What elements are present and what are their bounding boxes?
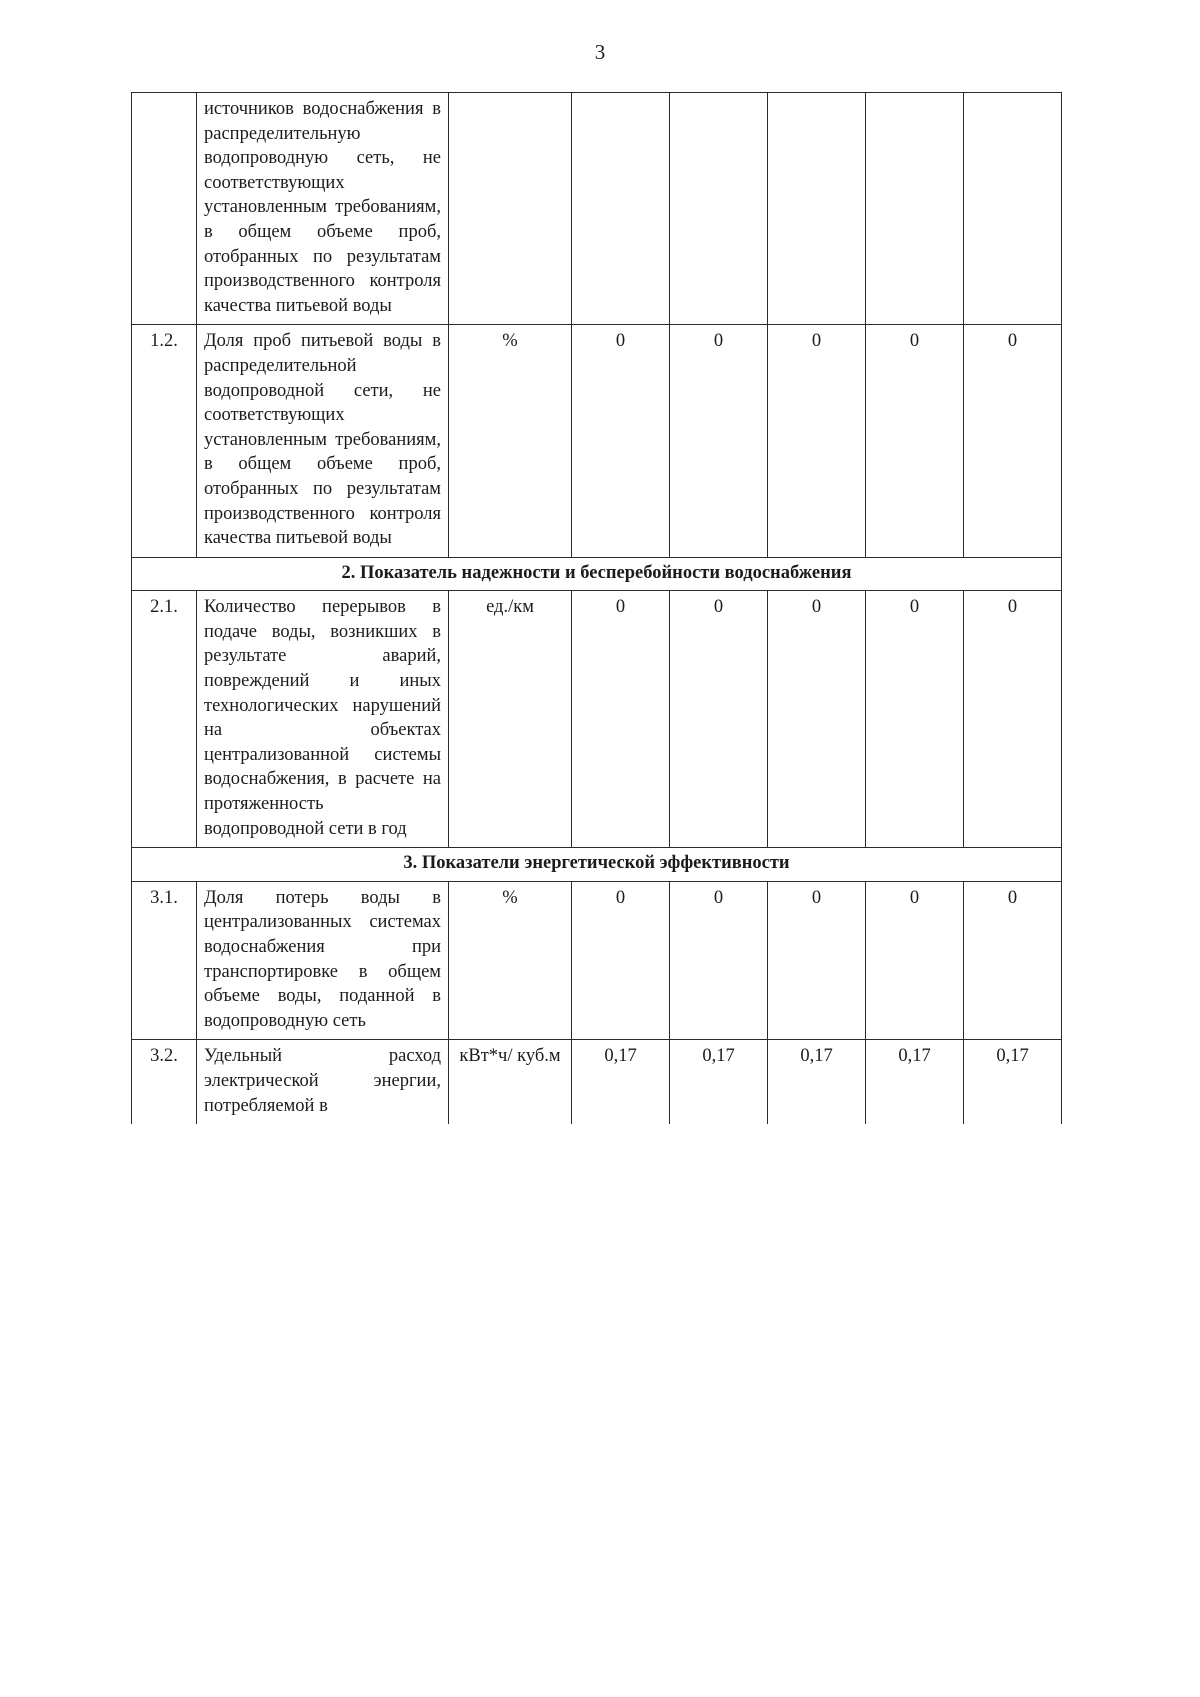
row-unit bbox=[449, 93, 572, 325]
table-section-row bbox=[132, 848, 1062, 882]
row-value-4 bbox=[866, 93, 964, 325]
row-value-2: 0,17 bbox=[670, 1040, 768, 1124]
section-title: 3. Показатели энергетической эффективности bbox=[132, 848, 1062, 882]
row-value-5: 0,17 bbox=[964, 1040, 1062, 1124]
page-number: 3 bbox=[594, 40, 606, 64]
row-number: 3.1. bbox=[132, 881, 197, 1040]
table-row bbox=[132, 881, 1062, 1040]
row-value-3: 0,17 bbox=[768, 1040, 866, 1124]
table-row bbox=[132, 93, 1062, 325]
row-value-2 bbox=[670, 93, 768, 325]
row-value-4: 0 bbox=[866, 591, 964, 848]
row-value-2: 0 bbox=[670, 591, 768, 848]
row-value-4: 0 bbox=[866, 325, 964, 557]
row-number: 3.2. bbox=[132, 1040, 197, 1124]
row-value-3: 0 bbox=[768, 881, 866, 1040]
row-value-2: 0 bbox=[670, 325, 768, 557]
row-number: 2.1. bbox=[132, 591, 197, 848]
table-row bbox=[132, 1040, 1062, 1124]
row-name: Доля проб питьевой воды в распределительной водопроводной сети, не соответствующих установленным требованиям, в общем объеме проб, отобранных по результатам производственного контроля качества питьевой воды bbox=[197, 325, 449, 557]
row-value-4: 0,17 bbox=[866, 1040, 964, 1124]
table-section-row bbox=[132, 557, 1062, 591]
row-value-5 bbox=[964, 93, 1062, 325]
table-row bbox=[132, 325, 1062, 557]
indicators-table bbox=[131, 92, 1062, 1124]
row-value-1: 0 bbox=[572, 591, 670, 848]
section-title: 2. Показатель надежности и бесперебойности водоснабжения bbox=[132, 557, 1062, 591]
row-value-3: 0 bbox=[768, 325, 866, 557]
row-name: Количество перерывов в подаче воды, возникших в результате аварий, повреждений и иных технологических нарушений на объектах централизованной системы водоснабжения, в расчете на протяженность водопроводной сети в год bbox=[197, 591, 449, 848]
row-value-5: 0 bbox=[964, 591, 1062, 848]
row-value-3: 0 bbox=[768, 591, 866, 848]
row-name: источников водоснабжения в распределительную водопроводную сеть, не соответствующих установленным требованиям, в общем объеме проб, отобранных по результатам производственного контроля качества питьевой воды bbox=[197, 93, 449, 325]
row-value-5: 0 bbox=[964, 881, 1062, 1040]
row-unit: ед./км bbox=[449, 591, 572, 848]
row-number bbox=[132, 93, 197, 325]
row-value-1: 0 bbox=[572, 325, 670, 557]
row-name: Доля потерь воды в централизованных системах водоснабжения при транспортировке в общем объеме воды, поданной в водопроводную сеть bbox=[197, 881, 449, 1040]
row-value-3 bbox=[768, 93, 866, 325]
row-unit: % bbox=[449, 881, 572, 1040]
row-value-1: 0,17 bbox=[572, 1040, 670, 1124]
row-value-1 bbox=[572, 93, 670, 325]
table-row bbox=[132, 591, 1062, 848]
row-value-2: 0 bbox=[670, 881, 768, 1040]
row-value-4: 0 bbox=[866, 881, 964, 1040]
row-value-5: 0 bbox=[964, 325, 1062, 557]
row-value-1: 0 bbox=[572, 881, 670, 1040]
row-name: Удельный расход электрической энергии, потребляемой в bbox=[197, 1040, 449, 1124]
row-unit: % bbox=[449, 325, 572, 557]
row-number: 1.2. bbox=[132, 325, 197, 557]
row-unit: кВт*ч/ куб.м bbox=[449, 1040, 572, 1124]
